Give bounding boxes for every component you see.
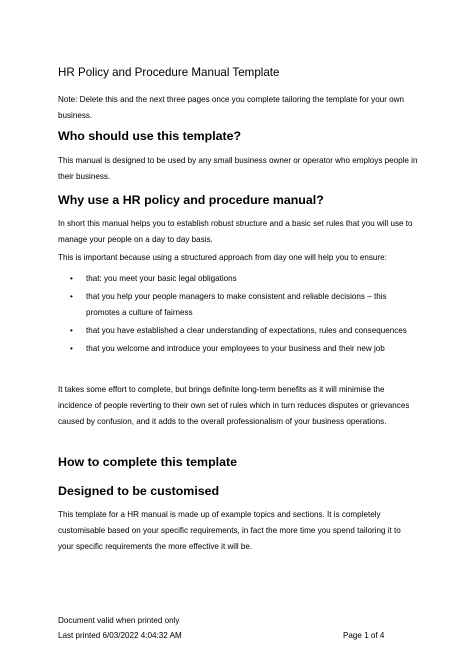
bullet-icon: • — [70, 326, 73, 335]
bullet-icon: • — [70, 292, 73, 301]
list-item — [58, 289, 418, 321]
footer-last-printed: Last printed 6/03/2022 4:04:32 AM — [58, 631, 182, 640]
customised-paragraph: This template for a HR manual is made up of example topics and sections. It is completely customisable based on your specific requirements, in fact the more time you spend tailoring it to your specific requirements the more effective it will be. — [58, 510, 401, 551]
who-should-use-paragraph: This manual is designed to be used by any small business owner or operator who employs people in their business. — [58, 156, 418, 181]
why-use-paragraph-1: In short this manual helps you to establish robust structure and a basic set rules that you will use to manage your people on a day to day basis. — [58, 219, 413, 244]
list-item-text: that you welcome and introduce your employees to your business and their new job — [86, 344, 385, 353]
list-item-text: that: you meet your basic legal obligations — [86, 274, 237, 283]
heading-who-should-use: Who should use this template? — [58, 129, 242, 143]
list-item — [58, 341, 418, 357]
why-use-closing-paragraph: It takes some effort to complete, but brings definite long-term benefits as it will minimise the incidence of people reverting to their own set of rules which in turn reduces disputes or grievances caused by confusion, and it adds to the overall professionalism of your business operations. — [58, 385, 410, 426]
list-item-text: that you have established a clear understanding of expectations, rules and consequences — [86, 326, 407, 335]
list-item — [58, 271, 418, 287]
heading-how-to-complete: How to complete this template — [58, 455, 237, 469]
document-title: HR Policy and Procedure Manual Template — [58, 66, 280, 79]
benefits-list — [58, 271, 418, 359]
why-use-paragraph-2: This is important because using a structured approach from day one will help you to ensure: — [58, 253, 387, 262]
bullet-icon: • — [70, 344, 73, 353]
list-item — [58, 323, 418, 339]
heading-why-use-manual: Why use a HR policy and procedure manual? — [58, 193, 324, 207]
template-note: Note: Delete this and the next three pages once you complete tailoring the template for your own business. — [58, 95, 404, 120]
footer-validity: Document valid when printed only — [58, 616, 180, 625]
footer-page-number: Page 1 of 4 — [343, 631, 385, 640]
heading-designed-to-be-customised: Designed to be customised — [58, 484, 220, 498]
bullet-icon: • — [70, 274, 73, 283]
list-item-text: that you help your people managers to make consistent and reliable decisions – this promotes a culture of fairness — [86, 292, 387, 317]
